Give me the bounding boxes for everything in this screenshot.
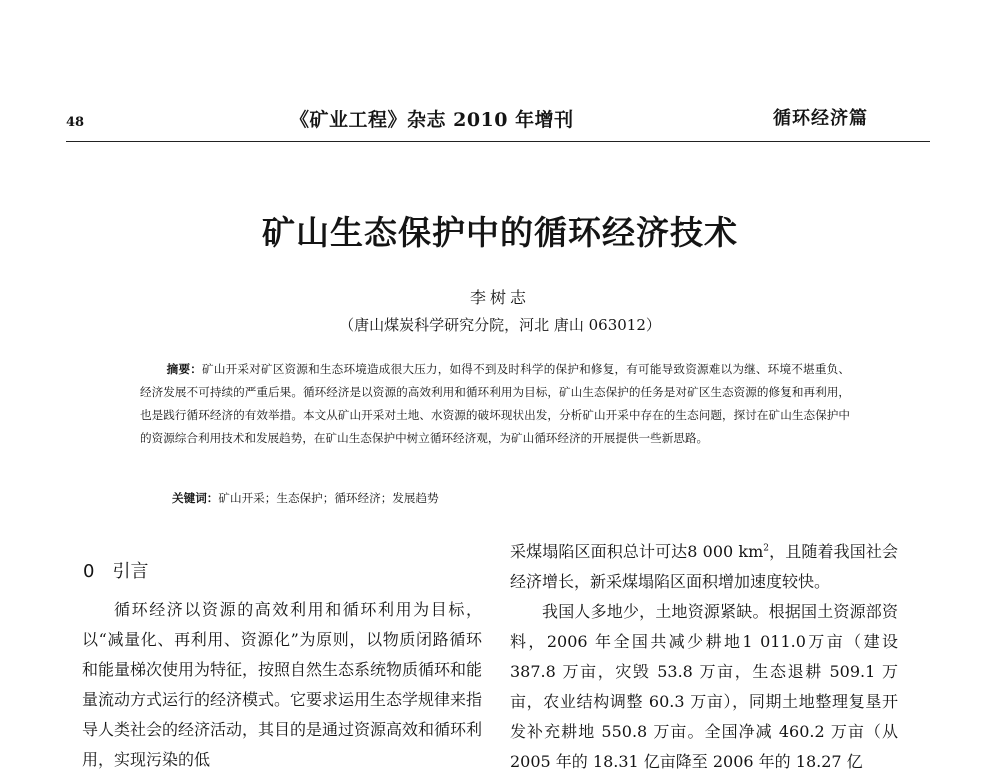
author-name: 李树志 (469, 288, 530, 307)
superscript: 2 (763, 543, 770, 554)
keywords-label: 关键词： (172, 491, 219, 505)
header-rule (66, 141, 930, 142)
abstract-label: 摘要： (166, 362, 203, 376)
paragraph (510, 537, 898, 597)
article-title: 矿山生态保护中的循环经济技术 (262, 213, 738, 252)
abstract (140, 358, 850, 450)
paragraph: 循环经济以资源的高效利用和循环利用为目标，以“减量化、再利用、资源化”为原则，以物质闭路循环和能量梯次使用为特征，按照自然生态系统物质循环和能量流动方式运行的经济模式。它要求运用生态学规律来指导人类社会的经济活动，其目的是通过资源高效和循环利用，实现污染的低 (82, 600, 483, 769)
section-number: 0 (83, 561, 95, 582)
section-heading (83, 557, 148, 583)
body-column-left (82, 595, 482, 775)
section-title: 引言 (112, 561, 149, 582)
paragraph-text: 采煤塌陷区面积总计可达8 000 km (510, 542, 764, 561)
keywords-text: 矿山开采；生态保护；循环经济；发展趋势 (218, 491, 439, 505)
author-affiliation: （唐山煤炭科学研究分院，河北 唐山 063012） (339, 316, 661, 334)
journal-title: 《矿业工程》杂志 2010 年增刊 (290, 109, 574, 131)
page-number: 48 (66, 115, 85, 130)
paragraph-text: ，且随着我国社会经济增长，新采煤塌陷区面积增加速度较快。 (510, 542, 898, 591)
abstract-text: 矿山开采对矿区资源和生态环境造成很大压力，如得不到及时科学的保护和修复，有可能导致资源难以为继、环境不堪重负、经济发展不可持续的严重后果。循环经济是以资源的高效利用和循环利用为目标，矿山生态保护的任务是对矿区生态资源的修复和再利用，也是践行循环经济的有效举措。本文从矿山开采对土地、水资源的破坏现状出发，分析矿山开采中存在的生态问题，探讨在矿山生态保护中的资源综合利用技术和发展趋势，在矿山生态保护中树立循环经济观，为矿山循环经济的开展提供一些新思路。 (140, 362, 850, 445)
paragraph: 我国人多地少，土地资源紧缺。根据国土资源部资料，2006 年全国共减少耕地1 011.0万亩（建设 387.8 万亩，灾毁 53.8 万亩，生态退耕 509.1 万亩，农业结构调整 60.3 万亩），同期土地整理复垦开发补充耕地 550.8 万亩。全国净减 460.2 万亩（从 2005 年的 18.31 亿亩降至 2006 年的 18.27 亿 (510, 602, 898, 771)
keywords (172, 490, 439, 506)
body-column-right (510, 537, 898, 777)
section-tag: 循环经济篇 (773, 108, 868, 129)
